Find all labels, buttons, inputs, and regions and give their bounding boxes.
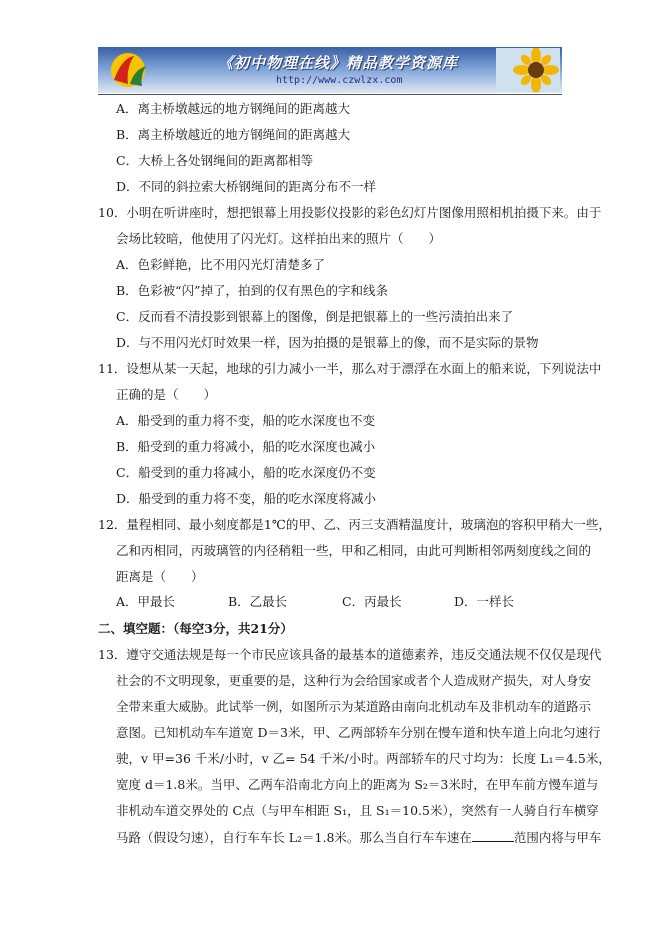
q9-option-a: A．离主桥墩越远的地方钢绳间的距离越大 — [116, 101, 351, 116]
q9-option-c: C．大桥上各处钢绳间的距离都相等 — [116, 153, 314, 168]
q12-stem-line-3: 距离是（ ） — [116, 569, 204, 584]
q11-option-c: C．船受到的重力将减小，船的吃水深度仍不变 — [116, 465, 376, 480]
header-banner — [98, 47, 562, 93]
q10-option-c: C．反而看不清投影到银幕上的图像，倒是把银幕上的一些污渍拍出来了 — [116, 309, 514, 324]
q10-stem-line-2: 会场比较暗，他使用了闪光灯。这样拍出来的照片（ ） — [116, 231, 442, 246]
q13-line-2: 社会的不文明现象，更重要的是，这种行为会给国家或者个人造成财产损失，对人身安 — [116, 673, 592, 688]
q10-option-b: B．色彩被“闪”掉了，拍到的仅有黑色的字和线条 — [116, 283, 388, 298]
q11-option-a: A．船受到的重力将不变，船的吃水深度也不变 — [116, 413, 376, 428]
q12-stem-line-1: 12．量程相同、最小刻度都是1℃的甲、乙、丙三支酒精温度计，玻璃泡的容积甲稍大一些， — [98, 517, 611, 532]
q13-line-1: 13．遵守交通法规是每一个市民应该具备的最基本的道德素养，违反交通法规不仅仅是现代 — [98, 647, 602, 662]
site-title: 《初中物理在线》精品教学资源库 — [218, 54, 459, 72]
q13-line-8 — [116, 829, 601, 846]
q11-option-d: D．船受到的重力将不变，船的吃水深度将减小 — [116, 491, 377, 506]
q13-line-8-before: 马路（假设匀速），自行车车长 L₂＝1.8米。那么当自行车车速在 — [116, 830, 472, 845]
q13-line-8-after: 范围内将与甲车 — [513, 830, 602, 845]
q12-option-c: C．丙最长 — [342, 594, 402, 609]
q12-option-a: A．甲最长 — [116, 594, 176, 609]
q10-stem-line-1: 10．小明在听讲座时，想把银幕上用投影仪投影的彩色幻灯片图像用照相机拍摄下来。由于 — [98, 205, 602, 220]
q11-stem-line-2: 正确的是（ ） — [116, 387, 217, 402]
site-logo-icon — [104, 50, 156, 90]
q12-stem-line-2: 乙和丙相同，丙玻璃管的内径稍粗一些，甲和乙相同，由此可判断相邻两刻度线之间的 — [116, 543, 592, 558]
q9-option-b: B．离主桥墩越近的地方钢绳间的距离越大 — [116, 127, 351, 142]
q11-stem-line-1: 11．设想从某一天起，地球的引力减小一半，那么对于漂浮在水面上的船来说，下列说法中 — [98, 361, 602, 376]
q13-line-4: 意图。已知机动车车道宽 D＝3米，甲、乙两部轿车分别在慢车道和快车道上向北匀速行 — [116, 725, 601, 740]
q13-line-3: 全带来重大威胁。此试举一例，如图所示为某道路由南向北机动车及非机动车的道路示 — [116, 699, 592, 714]
header-divider — [98, 94, 562, 95]
q13-line-7: 非机动车道交界处的 C点（与甲车相距 S₁，且 S₁＝10.5米），突然有一人骑自行车横穿 — [116, 803, 599, 818]
q12-options-row — [116, 592, 556, 610]
section-heading-fill-in: 二、填空题：（每空3分，共21分） — [98, 621, 293, 636]
sunflower-icon — [496, 48, 560, 92]
q13-line-6: 宽度 d＝1.8米。当甲、乙两车沿南北方向上的距离为 S₂＝3米时，在甲车前方慢车道与 — [116, 777, 599, 792]
q10-option-a: A．色彩鲜艳，比不用闪光灯清楚多了 — [116, 257, 326, 272]
q11-option-b: B．船受到的重力将减小，船的吃水深度也减小 — [116, 439, 376, 454]
q10-option-d: D．与不用闪光灯时效果一样，因为拍摄的是银幕上的像，而不是实际的景物 — [116, 335, 539, 350]
q12-option-d: D．一样长 — [454, 594, 515, 609]
q13-line-5: 驶，v 甲=36 千米/小时，v 乙= 54 千米/小时。两部轿车的尺寸均为：长度 L₁＝4.5米， — [116, 751, 611, 766]
q12-option-b: B．乙最长 — [228, 594, 288, 609]
answer-blank[interactable] — [472, 829, 514, 842]
site-url[interactable]: http://www.czwlzx.com — [276, 75, 403, 86]
q9-option-d: D．不同的斜拉索大桥钢绳间的距离分布不一样 — [116, 179, 377, 194]
